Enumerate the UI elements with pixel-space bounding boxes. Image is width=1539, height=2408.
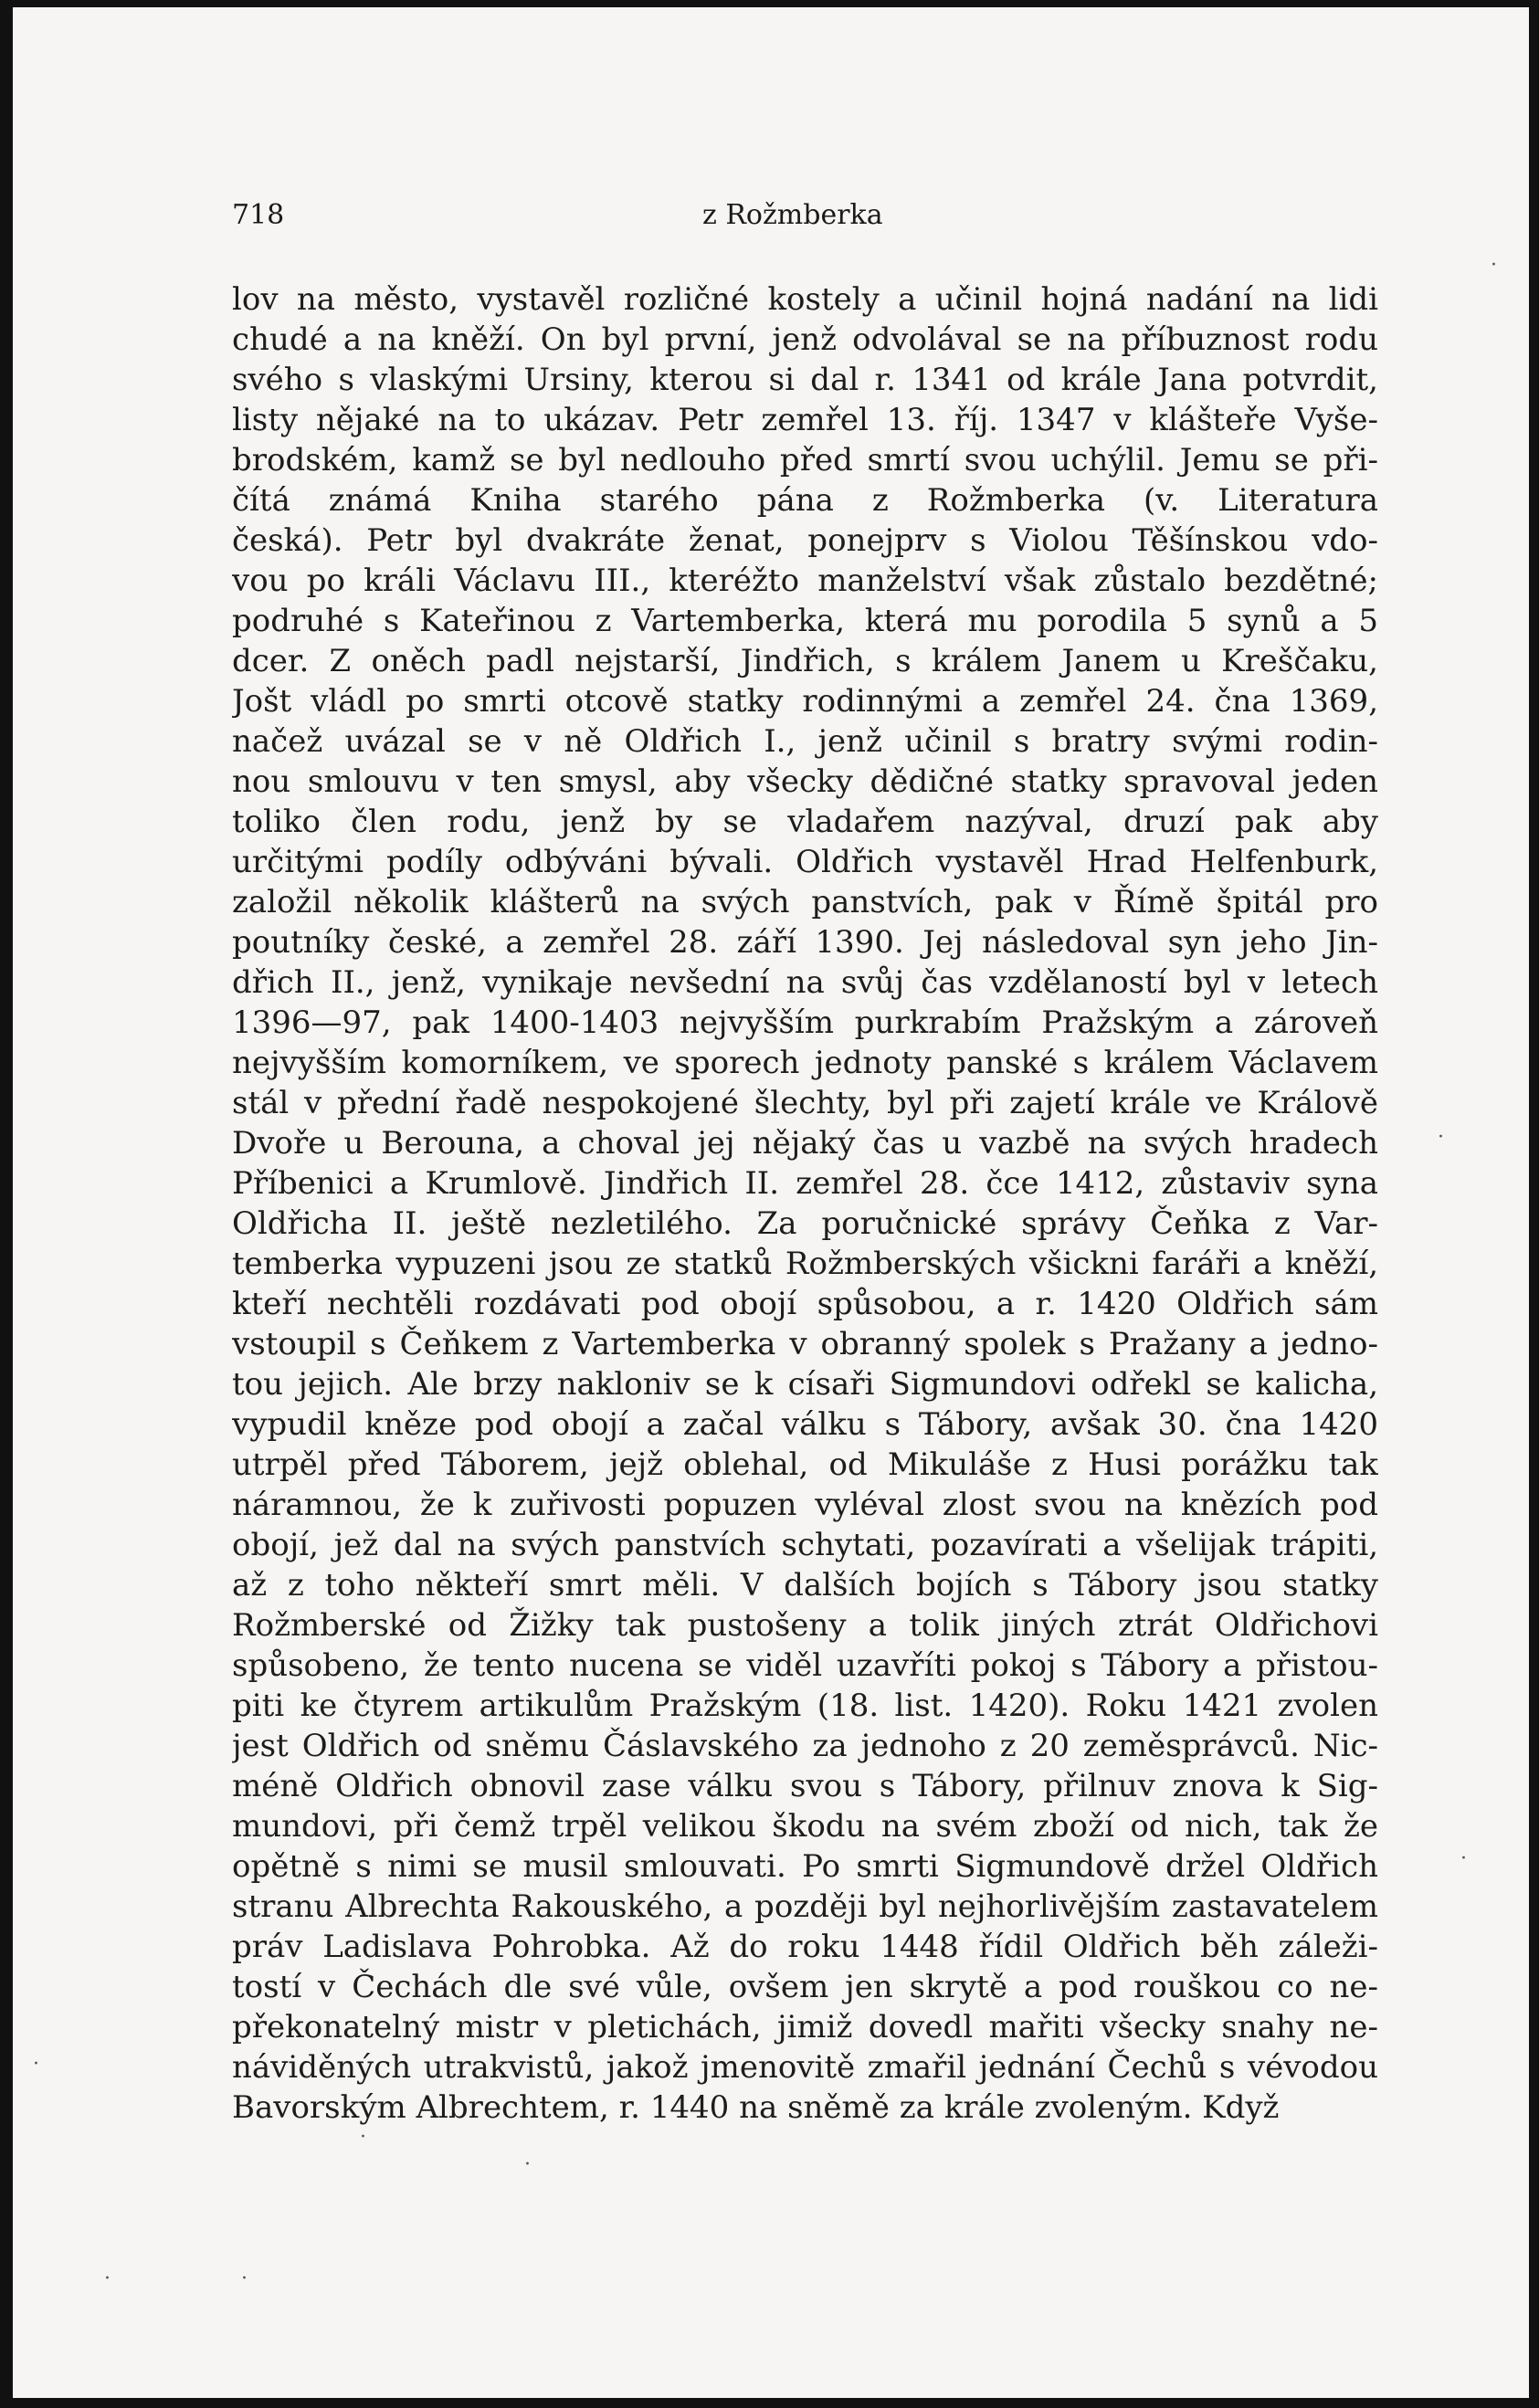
text-line: toliko člen rodu, jenž by se vladařem nazýval, druzí pak aby: [232, 804, 1378, 840]
text-line: načež uvázal se v ně Oldřich I., jenž učinil s bratry svými rodin-: [232, 723, 1378, 760]
page-number: 718: [232, 199, 285, 231]
text-line: stál v přední řadě nespokojené šlechty, byl při zajetí krále ve Králově: [232, 1085, 1378, 1121]
running-head: z Rožmberka: [702, 199, 883, 231]
text-line: Jošt vládl po smrti otcově statky rodinnými a zemřel 24. čna 1369,: [232, 683, 1378, 720]
text-line: méně Oldřich obnovil zase válku svou s Tábory, přilnuv znova k Sig-: [232, 1768, 1378, 1804]
text-line: stranu Albrechta Rakouského, a později byl nejhorlivějším zastavatelem: [232, 1888, 1378, 1925]
text-line: vypudil kněze pod obojí a začal válku s Tábory, avšak 30. čna 1420: [232, 1406, 1378, 1443]
margin-speck: ·: [1438, 1126, 1444, 1149]
text-line: kteří nechtěli rozdávati pod obojí spůsobou, a r. 1420 Oldřich sám: [232, 1286, 1378, 1322]
text-line: dcer. Z oněch padl nejstarší, Jindřich, s králem Janem u Kreščaku,: [232, 643, 1378, 679]
text-line: nejvyšším komorníkem, ve sporech jednoty panské s králem Václavem: [232, 1045, 1378, 1081]
text-line: tostí v Čechách dle své vůle, ovšem jen skrytě a pod rouškou co ne-: [232, 1969, 1378, 2005]
margin-speck: ·: [104, 2267, 111, 2290]
text-line: určitými podíly odbýváni bývali. Oldřich vystavěl Hrad Helfenburk,: [232, 844, 1378, 880]
text-line: 1396—97, pak 1400-1403 nejvyšším purkrabím Pražským a zároveň: [232, 1004, 1378, 1041]
text-line: dřich II., jenž, vynikaje nevšední na svůj čas vzdělaností byl v letech: [232, 964, 1378, 1001]
text-line: vou po králi Václavu III., kteréžto manželství však zůstalo bezdětné;: [232, 563, 1378, 599]
text-line: chudé a na kněží. On byl první, jenž odvolával se na příbuznost rodu: [232, 321, 1378, 358]
text-line: nou smlouvu v ten smysl, aby všecky dědičné statky spravoval jeden: [232, 763, 1378, 800]
text-line: poutníky české, a zemřel 28. září 1390. Jej následoval syn jeho Jin-: [232, 924, 1378, 961]
text-line: Příbenici a Krumlově. Jindřich II. zemřel 28. čce 1412, zůstaviv syna: [232, 1165, 1378, 1202]
text-line: temberka vypuzeni jsou ze statků Rožmberských všickni faráři a kněží,: [232, 1246, 1378, 1282]
page-header: [232, 199, 890, 236]
text-line: překonatelný mistr v pletichách, jimiž dovedl mařiti všecky snahy ne-: [232, 2009, 1378, 2045]
text-line: česká). Petr byl dvakráte ženat, ponejprv s Violou Těšínskou vdo-: [232, 522, 1378, 559]
text-line: opětně s nimi se musil smlouvati. Po smrti Sigmundově držel Oldřich: [232, 1848, 1378, 1885]
book-page: [13, 7, 1529, 2398]
text-line: utrpěl před Táborem, jejž oblehal, od Mikuláše z Husi porážku tak: [232, 1446, 1378, 1483]
text-line: až z toho někteří smrt měli. V dalších bojích s Tábory jsou statky: [232, 1567, 1378, 1604]
text-line: Dvoře u Berouna, a choval jej nějaký čas u vazbě na svých hradech: [232, 1125, 1378, 1162]
text-line: brodském, kamž se byl nedlouho před smrtí svou uchýlil. Jemu se při-: [232, 442, 1378, 478]
margin-speck: ·: [524, 2153, 531, 2176]
text-line: náviděných utrakvistů, jakož jmenovitě zmařil jednání Čechů s vévodou: [232, 2049, 1378, 2086]
text-line: mundovi, při čemž trpěl velikou škodu na svém zboží od nich, tak že: [232, 1808, 1378, 1845]
text-line: jest Oldřich od sněmu Čáslavského za jednoho z 20 zeměsprávců. Nic-: [232, 1728, 1378, 1764]
margin-speck: ·: [241, 2267, 248, 2290]
margin-speck: ·: [33, 2053, 39, 2076]
text-line: založil několik klášterů na svých panstvích, pak v Římě špitál pro: [232, 884, 1378, 920]
text-line: lov na město, vystavěl rozličné kostely a učinil hojná nadání na lidi: [232, 281, 1378, 318]
text-line: Bavorským Albrechtem, r. 1440 na sněmě za krále zvoleným. Když: [232, 2089, 1280, 2126]
text-line: Oldřicha II. ještě nezletilého. Za poručnické správy Čeňka z Var-: [232, 1205, 1378, 1242]
text-line: spůsobeno, že tento nucena se viděl uzavříti pokoj s Tábory a přistou-: [232, 1647, 1378, 1684]
text-line: podruhé s Kateřinou z Vartemberka, která mu porodila 5 synů a 5: [232, 603, 1378, 639]
text-line: vstoupil s Čeňkem z Vartemberka v obranný spolek s Pražany a jedno-: [232, 1326, 1378, 1362]
text-line: listy nějaké na to ukázav. Petr zemřel 13. říj. 1347 v klášteře Vyše-: [232, 402, 1378, 438]
text-line: práv Ladislava Pohrobka. Až do roku 1448 řídil Oldřich běh záleži-: [232, 1929, 1378, 1965]
text-line: tou jejich. Ale brzy nakloniv se k císaři Sigmundovi odřekl se kalicha,: [232, 1366, 1378, 1403]
text-line: Rožmberské od Žižky tak pustošeny a tolik jiných ztrát Oldřichovi: [232, 1607, 1378, 1644]
text-line: obojí, jež dal na svých panstvích schytati, pozavírati a všelijak trápiti,: [232, 1527, 1378, 1563]
text-line: čítá známá Kniha starého pána z Rožmberka (v. Literatura: [232, 482, 1378, 519]
body-text: [232, 279, 1378, 2128]
margin-speck: ·: [1460, 1847, 1467, 1870]
text-line: náramnou, že k zuřivosti popuzen vyléval zlost svou na knězích pod: [232, 1487, 1378, 1523]
text-line: piti ke čtyrem artikulům Pražským (18. list. 1420). Roku 1421 zvolen: [232, 1688, 1378, 1724]
text-line: svého s vlaskými Ursiny, kterou si dal r. 1341 od krále Jana potvrdit,: [232, 362, 1378, 398]
margin-speck: ·: [1491, 254, 1497, 277]
margin-speck: ·: [360, 2126, 366, 2149]
